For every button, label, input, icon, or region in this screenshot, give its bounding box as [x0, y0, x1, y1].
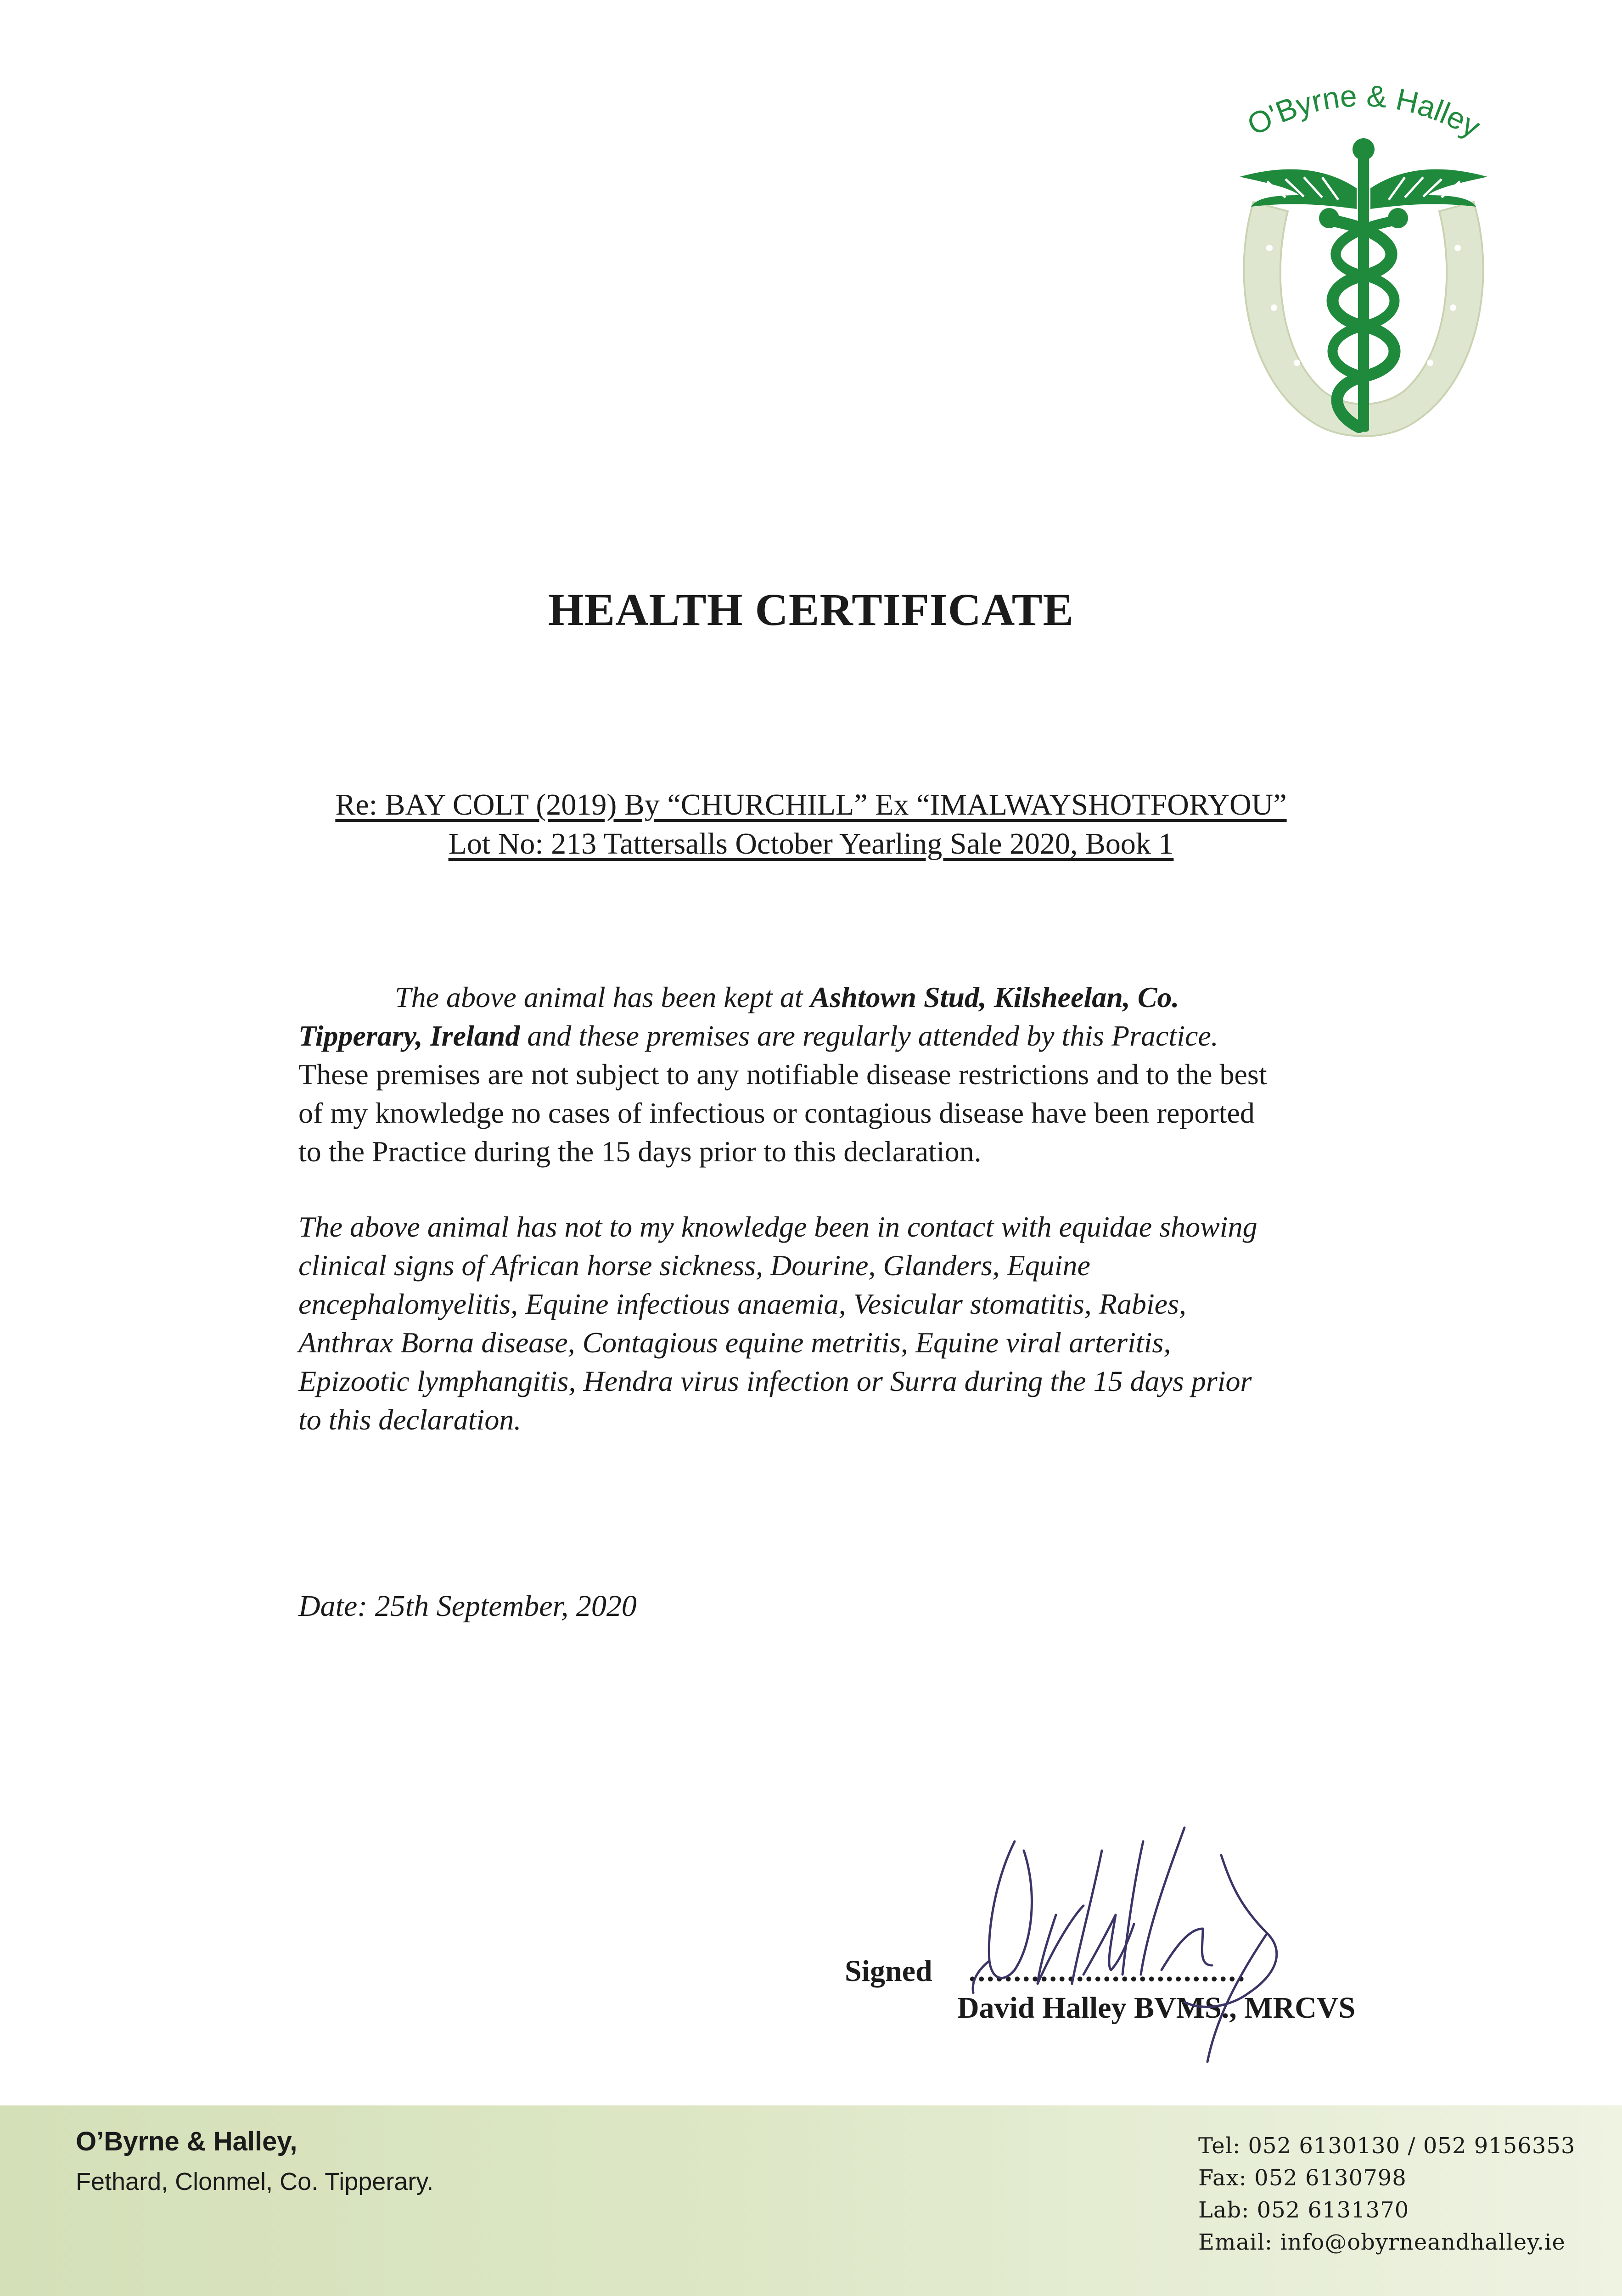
footer-fax: Fax: 052 6130798: [1198, 2165, 1407, 2191]
footer-address: Fethard, Clonmel, Co. Tipperary.: [76, 2168, 434, 2195]
logo-text: O'Byrne & Halley: [1241, 78, 1486, 144]
practice-logo: [1175, 51, 1552, 464]
footer-firm-name: O’Byrne & Halley,: [76, 2127, 297, 2156]
subject-line-horse: Re: BAY COLT (2019) By “CHURCHILL” Ex “IMALWAYSHOTFORYOU”: [335, 788, 1287, 822]
footer-lab: Lab: 052 6131370: [1198, 2197, 1409, 2223]
para2-line: clinical signs of African horse sickness, Dourine, Glanders, Equine: [298, 1249, 1090, 1282]
page-title: HEALTH CERTIFICATE: [548, 584, 1074, 635]
para2-line: to this declaration.: [298, 1403, 522, 1436]
premises-paragraph: [298, 978, 1391, 1171]
para1-line3: These premises are not subject to any notifiable disease restrictions and to the best: [298, 1058, 1267, 1091]
handwritten-signature: [946, 1823, 1322, 2080]
subject-line-lot: Lot No: 213 Tattersalls October Yearling Sale 2020, Book 1: [448, 827, 1174, 861]
para1-line4: of my knowledge no cases of infectious or contagious disease have been reported: [298, 1097, 1255, 1129]
signature-line: ...............................: [969, 1954, 1246, 1988]
signer-name: David Halley BVMS., MRCVS: [957, 1991, 1356, 2025]
para2-line: Epizootic lymphangitis, Hendra virus infection or Surra during the 15 days prior: [298, 1365, 1252, 1397]
para2-line: Anthrax Borna disease, Contagious equine metritis, Equine viral arteritis,: [298, 1326, 1171, 1359]
para2-line: The above animal has not to my knowledge been in contact with equidae showing: [298, 1210, 1257, 1243]
para1-line2: Tipperary, Ireland and these premises are regularly attended by this Practice.: [298, 1019, 1218, 1052]
para2-line: encephalomyelitis, Equine infectious anaemia, Vesicular stomatitis, Rabies,: [298, 1288, 1186, 1320]
footer-email[interactable]: Email: info@obyrneandhalley.ie: [1198, 2229, 1566, 2255]
para1-line5: to the Practice during the 15 days prior to this declaration.: [298, 1135, 982, 1168]
footer-telephone: Tel: 052 6130130 / 052 9156353: [1198, 2133, 1576, 2159]
para1-line1: The above animal has been kept at Ashtown Stud, Kilsheelan, Co.: [395, 981, 1179, 1013]
signed-label: Signed: [845, 1954, 932, 1988]
disease-contact-paragraph: [298, 1208, 1391, 1439]
certificate-date: Date: 25th September, 2020: [298, 1589, 637, 1623]
